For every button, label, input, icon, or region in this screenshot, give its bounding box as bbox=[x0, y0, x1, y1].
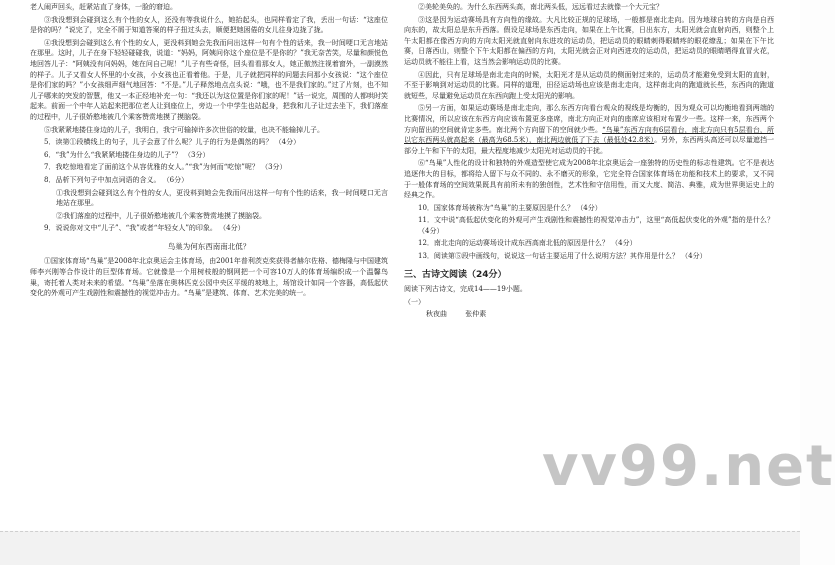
question-score: （4分） bbox=[418, 226, 444, 235]
paragraph-text: 。另外，东西两头高还可以尽量遮挡一部分上午和下午的太阳，最大程度地减少太阳光对运动员的干扰。 bbox=[404, 136, 774, 155]
question-text: 8．品析下列句子中加点词语的含义。 bbox=[44, 175, 161, 184]
question-score: （6分） bbox=[162, 175, 189, 184]
question-score: （3分） bbox=[184, 150, 210, 159]
poem-author: 张仲素 bbox=[465, 310, 487, 319]
paragraph-text: ⑤另一方面，如果运动赛场是南北走向，那么东西方向看台观众的视线是均衡的，因为观众可以均衡地看到两端的比赛情况，所以应该在东西方向应该布置更多座席，南北方向正对向的座席应该相对布置少一些。这样一来，东西两个方向留出的空间就肯定多些。南北两个方向留下的空间就少些。 bbox=[404, 104, 774, 134]
question-text: 9．说说你对文中“儿子”、“我”或者“年轻女人”的印象。 bbox=[44, 224, 217, 233]
page-footer-band bbox=[0, 531, 800, 565]
question-6 bbox=[30, 150, 388, 161]
question-9 bbox=[30, 223, 388, 234]
underlined-sentence: “鸟巢”东西方向有6层看台，南北方向只有5层看台，所以它东西两头就高起来（最高为68.5米），南北两边就低了下去（最低处42.8米） bbox=[404, 125, 774, 145]
article-title: 鸟巢为何东西南南北低？ bbox=[167, 241, 251, 251]
question-score: （4分） bbox=[576, 203, 602, 212]
question-text: 12．南北走向的运动赛场设计成东西高南北低的原因是什么？ bbox=[418, 239, 609, 248]
paragraph: ③我没想到会碰到这么有个性的女人，还没有等我说什么，她抬起头，也同样看定了我，丢出一句话：“这座位是你的吗？”说完了，完全不屑于知道答案的样子扭过头去，顺便把她困倦的女儿往身边拢了拢。 bbox=[30, 15, 388, 35]
paragraph: ⑤我紧紧地搂住身边的儿子，我明白，我宁可输掉许多次世俗的较量，也决不能输掉儿子。 bbox=[44, 125, 324, 134]
section-heading: 三、古诗文阅读（24分） bbox=[404, 269, 507, 280]
paragraph: ①国家体育场“鸟巢”是2008年北京奥运会主体育场，由2001年普利茨克奖获得者赫尔佐格、德梅隆与中国建筑师李兴刚等合作设计的巨型体育场。它就像是一个用树枝般的钢网把一个可容10万人的体育场编织成一个温馨鸟巢，寄托着人类对未来的希望。“鸟巢”坐落在奥林匹克公园中央区平缓的坡地上，场馆设计如同一个容器，高低起伏变化的外观可产生戏剧性和震撼性的视觉冲击力。“鸟巢”是建筑、体育、艺术完美的统一。 bbox=[30, 257, 388, 298]
question-8-item-b: ②我们落座的过程中，儿子很娇憨地被几个乘客赞赏地摸了摸脑袋。 bbox=[56, 211, 266, 220]
question-13 bbox=[404, 251, 774, 262]
question-score: （4分） bbox=[611, 239, 637, 248]
question-score: （4分） bbox=[681, 252, 707, 261]
question-score: （4分） bbox=[219, 224, 245, 233]
question-score: （3分） bbox=[261, 163, 287, 172]
paragraph: ③这是因为运动赛场具有方向性的缘故。大凡比较正规的足球场，一般都是南北走向。因为地球自转的方向是自西向东的，故太阳总是东升西落。假设足球场是东西走向，如果在上午比赛，日出东方，太阳光就会直射向西，则整个上午太阳都在像西方向的方向太阳光就直射向东进攻的运动员，把运动员的眼睛刺得眼睛疼的眼花缭乱；如果在下午比赛，日落西山，则整个下午太阳都在偏西的方向，太阳光就会正对向西进攻的运动员，把运动员的眼睛晒得直冒火花，运动员就不能往上看，这当然会影响运动员的比赛。 bbox=[404, 15, 774, 66]
question-text: 10．国家体育场被称为“鸟巢”的主要原因是什么？ bbox=[418, 203, 575, 212]
poem-number: （一） bbox=[404, 297, 425, 306]
poem-header bbox=[404, 309, 774, 320]
watermark: vv99.net bbox=[542, 434, 835, 499]
paragraph: ②美轮美奂的。为什么东西两头高，南北两头低，远远看过去就像一个大元宝？ bbox=[418, 3, 663, 11]
left-column bbox=[30, 2, 388, 301]
question-text: 6．“我”为什么“我紧紧地搂住身边的儿子”？ bbox=[44, 150, 182, 159]
right-column bbox=[404, 2, 774, 322]
section-intro: 阅读下列古诗文，完成14——19小题。 bbox=[404, 285, 527, 294]
question-text: 13．阅读第⑤段中画线句，说说这一句话主要运用了什么说明方法？其作用是什么？ bbox=[418, 252, 679, 261]
question-5 bbox=[30, 137, 388, 148]
question-text: 7．我吃惊地看定了面前这个从容优雅的女人。”“我”为何而“吃惊”呢？ bbox=[44, 163, 259, 172]
paragraph: 老人闹声回头，赶紧站直了身体，一脸的窘迫。 bbox=[30, 3, 177, 11]
question-11 bbox=[404, 215, 774, 236]
question-12 bbox=[404, 238, 774, 249]
question-10 bbox=[404, 203, 774, 214]
paragraph bbox=[404, 103, 774, 156]
question-7 bbox=[30, 162, 388, 173]
question-8-item-a: ①我没想到会碰到这么有个性的女人，更没料到她会先我而问出这样一句有个性的话来，我一时间哽口无言地站在那里。 bbox=[56, 188, 388, 208]
question-text: 11．文中说“高低起伏变化的外观可产生戏剧性和震撼性的视觉冲击力”，这里“高低起伏变化的外观”指的是什么？ bbox=[418, 216, 774, 225]
poem-title: 秋夜曲 bbox=[426, 310, 447, 319]
paragraph: ④我没想到会碰到这么有个性的女人，更没料到她会先我而问出这样一句有个性的话来，我一时间哽口无言地站在那里。这时，儿子在身下轻轻碰碰我，说道：“妈妈，阿姨问你这个座位是不是你的？”我无奈苦笑，尽量和颜悦色地回答儿子：“阿姨没有问妈妈，她在问自己呢！”儿子有些奇怪，回头看看那女人，她正傲然注视着窗外，一副漠然的样子。儿子又看女人怀里的小女孩，小女孩也正看着他。于是，儿子就把同样的问题去问那小女孩说：“这个座位是你们家的吗？”小女孩细声细气地回答：“不是。”儿子释然地点点头说：“哦，也不是我们家的。”过了片刻，也不知儿子哪来的突发的智慧，他又一本正经地补充一句：“我还以为这位置是你们家的呢！”话一说完，周围的人都哄时笑起来。前面一个中年人站起来把那位老人让到座位上，旁边一个中学生也站起身，把我和儿子让过去坐下，我们落座的过程中，儿子很娇憨地被几个乘客赞赏地摸了摸脑袋。 bbox=[30, 38, 388, 121]
paragraph: ⑥“鸟巢”人性化的设计和独特的外观造型使它成为2008年北京奥运会一座独特的历史性的标志性建筑。它不是表达追逐伟大的目标，都将给人留下与众不同的、永不磨灭的形象，它完全符合国家体育场在功能和技术上的要求，又不同于一般体育场的空间效果既具有前所未有的独创性，艺术性和守信用性，而又大度、简洁、典雅，成为世界奥运史上的经典之作。 bbox=[404, 159, 774, 200]
question-score: （4分） bbox=[274, 138, 301, 147]
question-8 bbox=[30, 175, 388, 186]
paragraph: ④因此，只有足球场是南北走向的时候，太阳光才是从运动员的侧面射过来的，运动员才能避免受到太阳的直射，不至于影响到对运动员的比赛。同样的道理，田径运动场也应该是南北走向，这样南北向的跑道就长些，东西向的跑道就短些，尽量避免运动员在东西向跑上受太阳光的影响。 bbox=[404, 70, 774, 100]
question-text: 5．读第①段横线上的句子，儿子会意了什么呢？儿子的行为是偶然的吗？ bbox=[44, 138, 273, 147]
